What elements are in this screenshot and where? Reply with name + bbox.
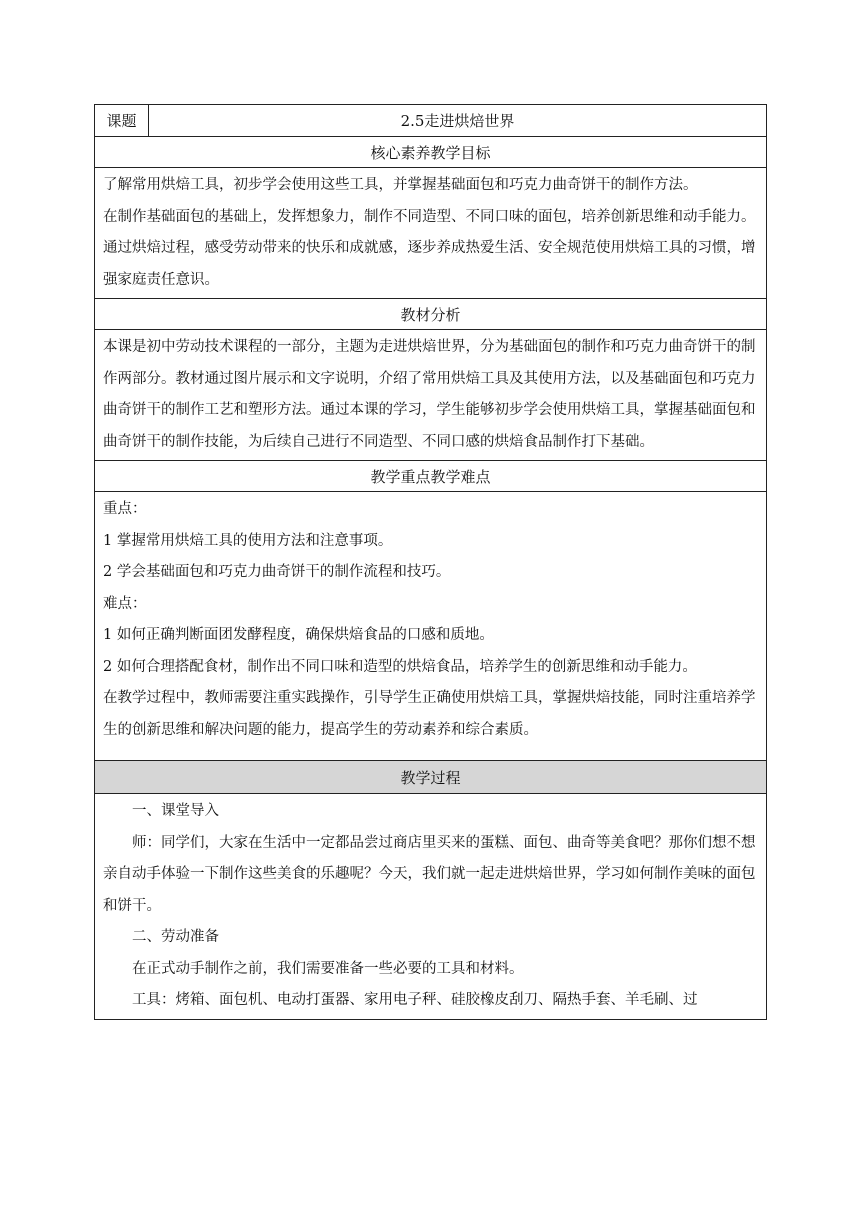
keypoints-paragraph: 在教学过程中，教师需要注重实践操作，引导学生正确使用烘焙工具，掌握烘焙技能，同时注重培养学生的创新思维和解决问题的能力，提高学生的劳动素养和综合素质。 [103,690,756,738]
goals-paragraph: 了解常用烘焙工具，初步学会使用这些工具，并掌握基础面包和巧克力曲奇饼干的制作方法。 [103,177,698,193]
subject-value: 2.5走进烘焙世界 [400,112,515,130]
keypoints-paragraph: 2 如何合理搭配食材，制作出不同口味和造型的烘焙食品，培养学生的创新思维和动手能力。 [103,658,697,675]
keypoints-heading: 教学重点教学难点 [94,461,767,492]
goals-heading: 核心素养教学目标 [94,137,767,168]
process-paragraph: 二、劳动准备 [132,929,219,945]
process-body [94,794,767,1020]
keypoints-body [94,492,767,761]
process-paragraph: 工具：烤箱、面包机、电动打蛋器、家用电子秤、硅胶橡皮刮刀、隔热手套、羊毛刷、过 [132,992,698,1008]
process-paragraph: 师：同学们，大家在生活中一定都品尝过商店里买来的蛋糕、面包、曲奇等美食吧？那你们想不想亲自动手体验一下制作这些美食的乐趣呢？今天，我们就一起走进烘焙世界，学习如何制作美味的面包和饼干。 [103,834,756,914]
process-paragraph: 一、课堂导入 [132,803,219,819]
goals-paragraph: 通过烘焙过程，感受劳动带来的快乐和成就感，逐步养成热爱生活、安全规范使用烘焙工具的习惯，增强家庭责任意识。 [103,240,756,288]
keypoints-paragraph: 2 学会基础面包和巧克力曲奇饼干的制作流程和技巧。 [103,564,451,580]
goals-body [94,168,767,299]
keypoints-paragraph: 1 如何正确判断面团发酵程度，确保烘焙食品的口感和质地。 [103,627,494,643]
lesson-plan-table [94,104,767,1020]
process-paragraph: 在正式动手制作之前，我们需要准备一些必要的工具和材料。 [132,960,524,977]
analysis-paragraph: 本课是初中劳动技术课程的一部分，主题为走进烘焙世界，分为基础面包的制作和巧克力曲奇饼干的制作两部分。教材通过图片展示和文字说明，介绍了常用烘焙工具及其使用方法，以及基础面包和巧克力曲奇饼干的制作工艺和塑形方法。通过本课的学习，学生能够初步学会使用烘焙工具，掌握基础面包和曲奇饼干的制作技能，为后续自己进行不同造型、不同口感的烘焙食品制作打下基础。 [103,339,756,450]
keypoints-paragraph: 难点： [103,595,147,612]
process-heading: 教学过程 [94,761,767,794]
keypoints-paragraph: 1 掌握常用烘焙工具的使用方法和注意事项。 [103,532,393,549]
analysis-body [94,330,767,461]
goals-paragraph: 在制作基础面包的基础上，发挥想象力，制作不同造型、不同口味的面包，培养创新思维和动手能力。 [103,208,756,225]
subject-row [94,104,767,137]
analysis-heading: 教材分析 [94,299,767,330]
keypoints-paragraph: 重点： [103,501,147,517]
subject-label: 课题 [95,105,149,136]
